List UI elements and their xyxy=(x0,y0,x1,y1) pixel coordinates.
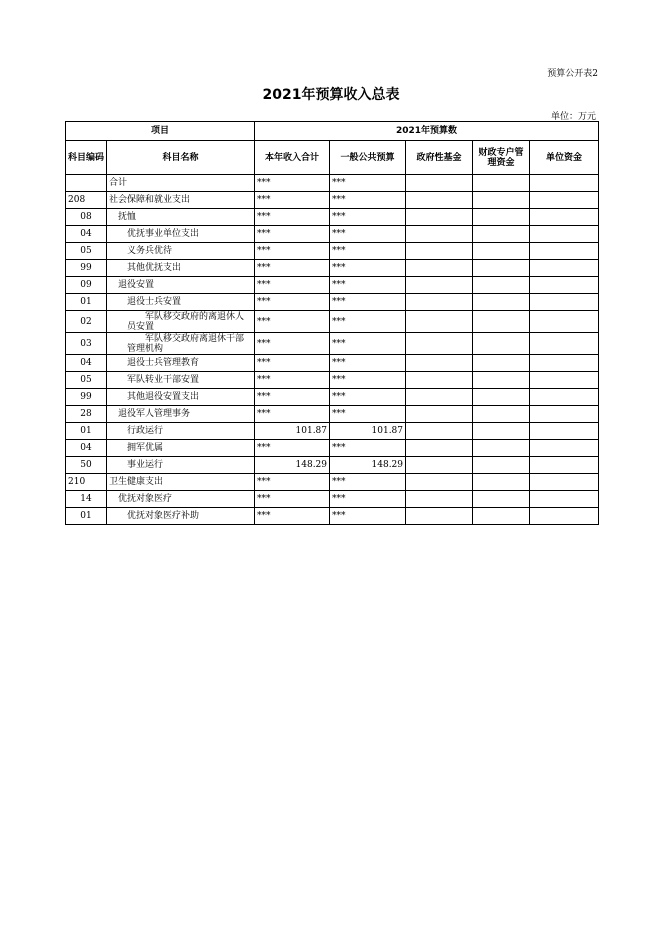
header-project: 项目 xyxy=(66,122,255,141)
row-special xyxy=(473,209,530,226)
header-budget-group: 2021年预算数 xyxy=(255,122,599,141)
table-row xyxy=(66,355,599,372)
row-total: *** xyxy=(255,389,330,406)
row-total: *** xyxy=(255,243,330,260)
row-general: *** xyxy=(330,355,406,372)
row-gov-fund xyxy=(406,277,473,294)
row-special xyxy=(473,474,530,491)
row-special xyxy=(473,423,530,440)
row-unit-fund xyxy=(530,260,599,277)
row-unit-fund xyxy=(530,226,599,243)
row-gov-fund xyxy=(406,226,473,243)
row-special xyxy=(473,333,530,355)
header-code: 科目编码 xyxy=(66,141,107,175)
row-total: *** xyxy=(255,474,330,491)
row-code: 04 xyxy=(66,440,107,457)
row-general: *** xyxy=(330,260,406,277)
row-unit-fund xyxy=(530,406,599,423)
row-special xyxy=(473,372,530,389)
row-special xyxy=(473,457,530,474)
row-gov-fund xyxy=(406,333,473,355)
row-unit-fund xyxy=(530,277,599,294)
row-name: 退役军人管理事务 xyxy=(107,406,255,423)
row-code: 05 xyxy=(66,243,107,260)
row-unit-fund xyxy=(530,175,599,192)
table-row xyxy=(66,192,599,209)
row-general: *** xyxy=(330,192,406,209)
row-code: 99 xyxy=(66,260,107,277)
row-name: 卫生健康支出 xyxy=(107,474,255,491)
row-general: 148.29 xyxy=(330,457,406,474)
row-name: 优抚对象医疗 xyxy=(107,491,255,508)
row-unit-fund xyxy=(530,474,599,491)
row-gov-fund xyxy=(406,209,473,226)
table-row xyxy=(66,333,599,355)
table-row xyxy=(66,209,599,226)
row-special xyxy=(473,260,530,277)
row-name: 事业运行 xyxy=(107,457,255,474)
table-row xyxy=(66,406,599,423)
row-gov-fund xyxy=(406,372,473,389)
row-unit-fund xyxy=(530,440,599,457)
row-special xyxy=(473,389,530,406)
row-special xyxy=(473,355,530,372)
row-gov-fund xyxy=(406,457,473,474)
unit-label: 单位：万元 xyxy=(550,112,596,122)
header-name: 科目名称 xyxy=(107,141,255,175)
row-special xyxy=(473,406,530,423)
row-gov-fund xyxy=(406,260,473,277)
table-row xyxy=(66,508,599,525)
row-code: 99 xyxy=(66,389,107,406)
row-name: 合计 xyxy=(107,175,255,192)
row-code: 28 xyxy=(66,406,107,423)
row-total: *** xyxy=(255,175,330,192)
row-unit-fund xyxy=(530,457,599,474)
row-name: 优抚事业单位支出 xyxy=(107,226,255,243)
table-row xyxy=(66,277,599,294)
row-code: 04 xyxy=(66,355,107,372)
row-name: 军队转业干部安置 xyxy=(107,372,255,389)
row-total: *** xyxy=(255,294,330,311)
row-name: 军队移交政府的离退休人员安置 xyxy=(107,311,255,333)
row-general: 101.87 xyxy=(330,423,406,440)
row-name: 退役士兵管理教育 xyxy=(107,355,255,372)
row-name: 优抚对象医疗补助 xyxy=(107,508,255,525)
row-unit-fund xyxy=(530,355,599,372)
row-special xyxy=(473,311,530,333)
row-unit-fund xyxy=(530,192,599,209)
document-label: 预算公开表2 xyxy=(547,69,598,79)
row-gov-fund xyxy=(406,389,473,406)
row-general: *** xyxy=(330,277,406,294)
row-gov-fund xyxy=(406,508,473,525)
row-special xyxy=(473,243,530,260)
table-row xyxy=(66,491,599,508)
row-general: *** xyxy=(330,209,406,226)
table-row xyxy=(66,226,599,243)
row-total: *** xyxy=(255,440,330,457)
row-special xyxy=(473,226,530,243)
row-name: 军队移交政府离退休干部管理机构 xyxy=(107,333,255,355)
row-code: 01 xyxy=(66,508,107,525)
row-gov-fund xyxy=(406,474,473,491)
row-special xyxy=(473,508,530,525)
row-general: *** xyxy=(330,372,406,389)
row-general: *** xyxy=(330,474,406,491)
row-general: *** xyxy=(330,406,406,423)
row-code: 09 xyxy=(66,277,107,294)
header-unit-fund: 单位资金 xyxy=(530,141,599,175)
row-name: 其他退役安置支出 xyxy=(107,389,255,406)
row-total: *** xyxy=(255,192,330,209)
table-row xyxy=(66,423,599,440)
row-gov-fund xyxy=(406,311,473,333)
row-special xyxy=(473,294,530,311)
header-gov-fund: 政府性基金 xyxy=(406,141,473,175)
row-code: 05 xyxy=(66,372,107,389)
row-general: *** xyxy=(330,226,406,243)
row-general: *** xyxy=(330,491,406,508)
row-general: *** xyxy=(330,311,406,333)
table-row xyxy=(66,260,599,277)
row-name: 行政运行 xyxy=(107,423,255,440)
row-code xyxy=(66,175,107,192)
row-general: *** xyxy=(330,294,406,311)
row-unit-fund xyxy=(530,491,599,508)
row-name: 退役安置 xyxy=(107,277,255,294)
header-special: 财政专户管理资金 xyxy=(473,141,530,175)
row-general: *** xyxy=(330,243,406,260)
row-code: 50 xyxy=(66,457,107,474)
row-code: 08 xyxy=(66,209,107,226)
row-total: *** xyxy=(255,355,330,372)
row-total: *** xyxy=(255,226,330,243)
row-name: 抚恤 xyxy=(107,209,255,226)
row-name: 退役士兵安置 xyxy=(107,294,255,311)
row-general: *** xyxy=(330,440,406,457)
row-total: *** xyxy=(255,311,330,333)
row-unit-fund xyxy=(530,333,599,355)
row-gov-fund xyxy=(406,423,473,440)
row-unit-fund xyxy=(530,311,599,333)
row-general: *** xyxy=(330,508,406,525)
row-gov-fund xyxy=(406,243,473,260)
row-total: 101.87 xyxy=(255,423,330,440)
table-row xyxy=(66,389,599,406)
row-unit-fund xyxy=(530,209,599,226)
row-total: *** xyxy=(255,277,330,294)
row-code: 210 xyxy=(66,474,107,491)
row-special xyxy=(473,175,530,192)
row-gov-fund xyxy=(406,440,473,457)
row-gov-fund xyxy=(406,175,473,192)
row-general: *** xyxy=(330,389,406,406)
row-code: 01 xyxy=(66,294,107,311)
row-total: *** xyxy=(255,406,330,423)
row-general: *** xyxy=(330,333,406,355)
page-title: 2021年预算收入总表 xyxy=(262,87,400,103)
row-code: 02 xyxy=(66,311,107,333)
row-unit-fund xyxy=(530,243,599,260)
row-special xyxy=(473,491,530,508)
table-row xyxy=(66,474,599,491)
row-unit-fund xyxy=(530,372,599,389)
row-name: 其他优抚支出 xyxy=(107,260,255,277)
header-total: 本年收入合计 xyxy=(255,141,330,175)
row-unit-fund xyxy=(530,294,599,311)
row-code: 03 xyxy=(66,333,107,355)
table-row xyxy=(66,457,599,474)
row-general: *** xyxy=(330,175,406,192)
row-special xyxy=(473,440,530,457)
row-gov-fund xyxy=(406,491,473,508)
table-row xyxy=(66,175,599,192)
row-unit-fund xyxy=(530,423,599,440)
row-total: *** xyxy=(255,209,330,226)
row-total: *** xyxy=(255,333,330,355)
row-total: *** xyxy=(255,260,330,277)
row-special xyxy=(473,277,530,294)
row-code: 14 xyxy=(66,491,107,508)
row-code: 01 xyxy=(66,423,107,440)
row-total: 148.29 xyxy=(255,457,330,474)
table-row xyxy=(66,311,599,333)
row-name: 拥军优属 xyxy=(107,440,255,457)
header-general: 一般公共预算 xyxy=(330,141,406,175)
table-row xyxy=(66,440,599,457)
row-code: 208 xyxy=(66,192,107,209)
row-special xyxy=(473,192,530,209)
row-unit-fund xyxy=(530,389,599,406)
row-name: 社会保障和就业支出 xyxy=(107,192,255,209)
row-unit-fund xyxy=(530,508,599,525)
row-gov-fund xyxy=(406,294,473,311)
row-total: *** xyxy=(255,491,330,508)
row-total: *** xyxy=(255,372,330,389)
row-gov-fund xyxy=(406,192,473,209)
table-row xyxy=(66,243,599,260)
row-total: *** xyxy=(255,508,330,525)
row-gov-fund xyxy=(406,406,473,423)
budget-income-table xyxy=(65,121,599,525)
row-gov-fund xyxy=(406,355,473,372)
row-name: 义务兵优待 xyxy=(107,243,255,260)
row-code: 04 xyxy=(66,226,107,243)
table-row xyxy=(66,294,599,311)
table-row xyxy=(66,372,599,389)
